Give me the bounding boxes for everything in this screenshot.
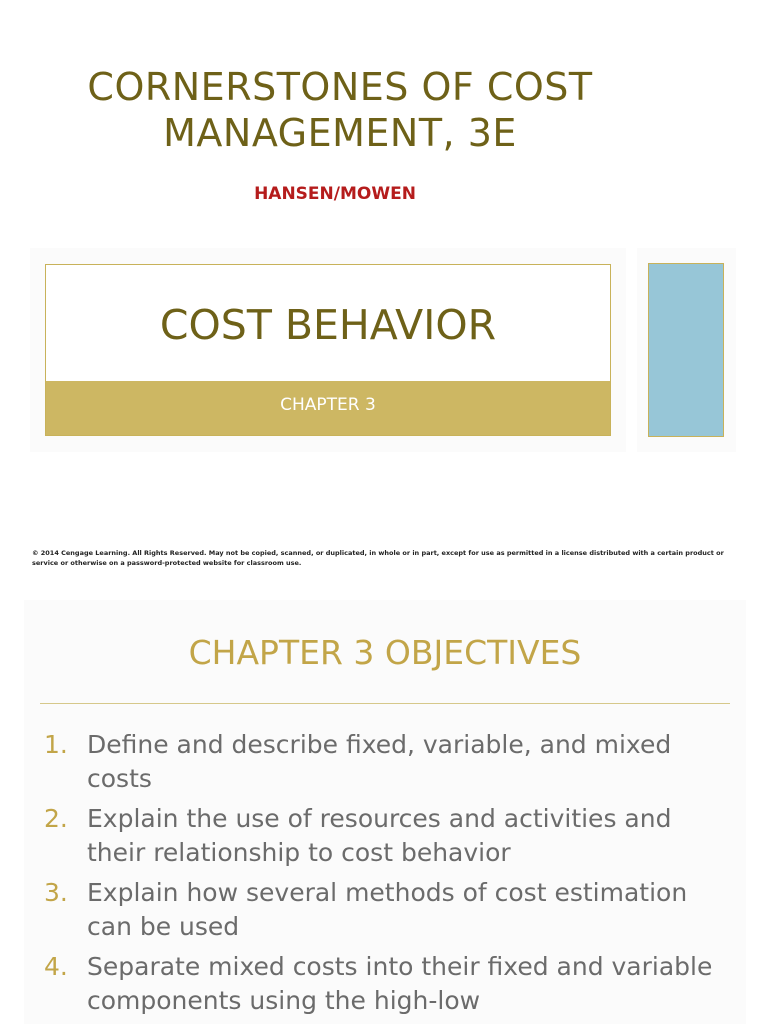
objective-item	[44, 728, 724, 796]
objective-text: Explain how several methods of cost estimation can be used	[87, 878, 688, 941]
book-title	[40, 64, 640, 156]
slide-title: COST BEHAVIOR	[159, 301, 497, 349]
objectives-list	[44, 728, 724, 1024]
objective-number: 1.	[44, 730, 68, 759]
book-title-line1: CORNERSTONES OF COST	[87, 65, 593, 109]
objectives-divider	[40, 703, 730, 704]
authors: HANSEN/MOWEN	[254, 184, 416, 204]
blue-accent-block	[648, 263, 724, 437]
copyright-notice: © 2014 Cengage Learning. All Rights Reserved. May not be copied, scanned, or duplicated, in whole or in part, except for use as permitted in a license distributed with a certain product or service or otherwise on a password-protected website for classroom use.	[32, 549, 724, 567]
objective-item	[44, 802, 724, 870]
objective-item	[44, 950, 724, 1018]
book-title-line2: MANAGEMENT, 3E	[163, 111, 517, 155]
objective-number: 4.	[44, 952, 68, 981]
objective-item	[44, 876, 724, 944]
objective-text: Explain the use of resources and activities and their relationship to cost behavior	[87, 804, 672, 867]
objective-number: 2.	[44, 804, 68, 833]
title-slide-frame	[45, 264, 611, 436]
objective-number: 3.	[44, 878, 68, 907]
objective-text: Define and describe fixed, variable, and mixed costs	[87, 730, 672, 793]
chapter-band: CHAPTER 3	[46, 381, 610, 435]
objectives-title: CHAPTER 3 OBJECTIVES	[188, 633, 582, 672]
objective-text: Separate mixed costs into their fixed and variable components using the high-low	[87, 952, 713, 1015]
